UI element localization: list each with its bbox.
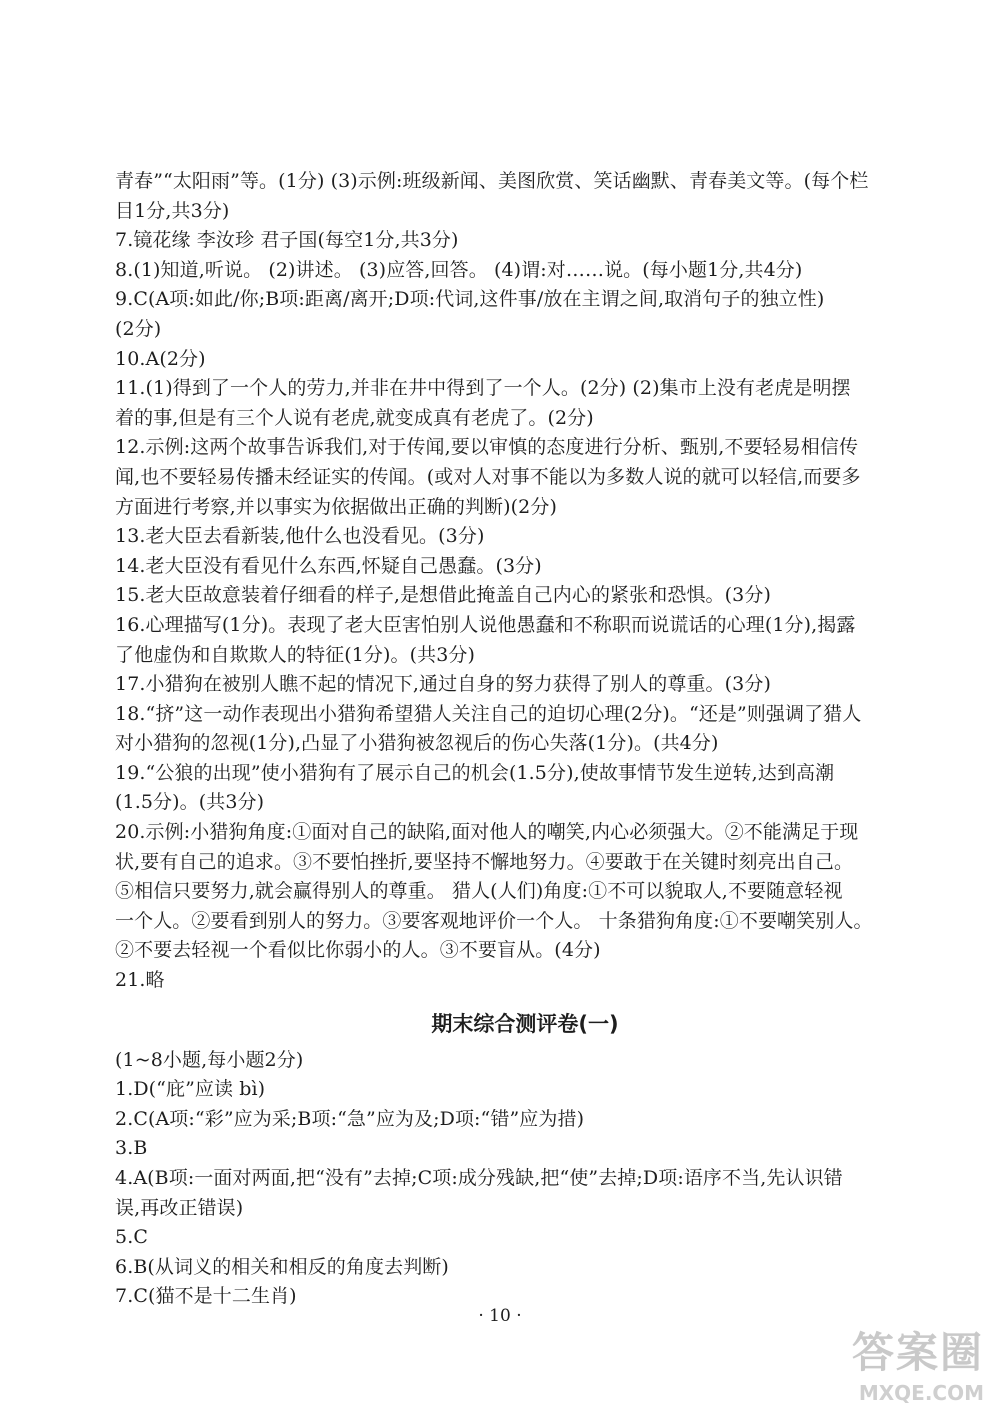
answer-line: 8.(1)知道,听说。 (2)讲述。 (3)应答,回答。 (4)谓:对……说。(每小题1分,共4分) — [115, 258, 803, 281]
answer-line: 着的事,但是有三个人说有老虎,就变成真有老虎了。(2分) — [115, 406, 594, 429]
answer-line: 4.A(B项:一面对两面,把“没有”去掉;C项:成分残缺,把“使”去掉;D项:语序不当,先认识错 — [115, 1167, 843, 1189]
answer-page — [115, 167, 915, 1312]
watermark-logo-text: 答案圈 — [851, 1328, 984, 1377]
answer-line: 1.D(“庇”应读 bì) — [115, 1078, 266, 1101]
answer-line: (1~8小题,每小题2分) — [115, 1048, 304, 1071]
answer-line: 状,要有自己的追求。③不要怕挫折,要坚持不懈地努力。④要敢于在关键时刻亮出自己。 — [115, 850, 854, 873]
answer-line: 15.老大臣故意装着仔细看的样子,是想借此掩盖自己内心的紧张和恐惧。(3分) — [115, 584, 771, 607]
answer-line: 14.老大臣没有看见什么东西,怀疑自己愚蠢。(3分) — [115, 554, 542, 577]
answer-line: 19.“公狼的出现”使小猎狗有了展示自己的机会(1.5分),使故事情节发生逆转,达到高潮 — [115, 761, 835, 784]
answer-line: (1.5分)。(共3分) — [115, 791, 265, 814]
answer-line: 一个人。②要看到别人的努力。③要客观地评价一个人。 十条猎狗角度:①不要嘲笑别人。 — [115, 909, 873, 932]
answer-line: 7.C(猫不是十二生肖) — [115, 1285, 297, 1308]
answers-bottom-block — [115, 1046, 915, 1312]
answer-line: 青春”“太阳雨”等。(1分) (3)示例:班级新闻、美图欣赏、笑话幽默、青春美文等。(每个栏 — [115, 170, 869, 192]
answer-line: 17.小猎狗在被别人瞧不起的情况下,通过自身的努力获得了别人的尊重。(3分) — [115, 673, 771, 696]
answer-line: 了他虚伪和自欺欺人的特征(1分)。(共3分) — [115, 643, 476, 666]
answer-line: 21.略 — [115, 969, 165, 992]
answer-line: 7.镜花缘 李汝珍 君子国(每空1分,共3分) — [115, 229, 459, 252]
answer-line: 闻,也不要轻易传播未经证实的传闻。(或对人对事不能以为多数人说的就可以轻信,而要多 — [115, 465, 861, 488]
answers-top-block — [115, 167, 915, 996]
answer-line: 16.心理描写(1分)。表现了老大臣害怕别人说他愚蠢和不称职而说谎话的心理(1分),揭露 — [115, 613, 856, 636]
answer-line: 方面进行考察,并以事实为依据做出正确的判断)(2分) — [115, 495, 557, 518]
answer-line: 2.C(A项:“彩”应为采;B项:“急”应为及;D项:“错”应为措) — [115, 1107, 585, 1130]
answer-line: 目1分,共3分) — [115, 199, 230, 222]
answer-line: 3.B — [115, 1137, 148, 1160]
answer-line: 20.示例:小猎狗角度:①面对自己的缺陷,面对他人的嘲笑,内心必须强大。②不能满足于现 — [115, 821, 859, 844]
answer-line: ②不要去轻视一个看似比你弱小的人。③不要盲从。(4分) — [115, 939, 601, 962]
answer-line: 误,再改正错误) — [115, 1196, 244, 1219]
answer-line: 10.A(2分) — [115, 347, 206, 370]
section-title: 期末综合测评卷(一) — [431, 1011, 619, 1036]
page-number: · 10 · — [478, 1306, 522, 1326]
watermark-url-text: MXQE.COM — [858, 1381, 984, 1405]
answer-line: 11.(1)得到了一个人的劳力,并非在井中得到了一个人。(2分) (2)集市上没有老虎是明摆 — [115, 377, 851, 400]
answer-line: 9.C(A项:如此/你;B项:距离/离开;D项:代词,这件事/放在主谓之间,取消句子的独立性) — [115, 288, 825, 311]
answer-line: 5.C — [115, 1226, 148, 1249]
watermark-logo — [838, 1327, 988, 1407]
answer-line: 18.“挤”这一动作表现出小猎狗希望猎人关注自己的迫切心理(2分)。“还是”则强调了猎人 — [115, 702, 862, 725]
answer-line: (2分) — [115, 317, 162, 340]
answer-line: ⑤相信只要努力,就会赢得别人的尊重。 猎人(人们)角度:①不可以貌取人,不要随意轻视 — [115, 880, 843, 903]
answer-line: 6.B(从词义的相关和相反的角度去判断) — [115, 1255, 449, 1278]
answer-line: 对小猎狗的忽视(1分),凸显了小猎狗被忽视后的伤心失落(1分)。(共4分) — [115, 732, 719, 755]
answer-line: 13.老大臣去看新装,他什么也没看见。(3分) — [115, 525, 485, 548]
answer-line: 12.示例:这两个故事告诉我们,对于传闻,要以审慎的态度进行分析、甄别,不要轻易相信传 — [115, 436, 859, 459]
